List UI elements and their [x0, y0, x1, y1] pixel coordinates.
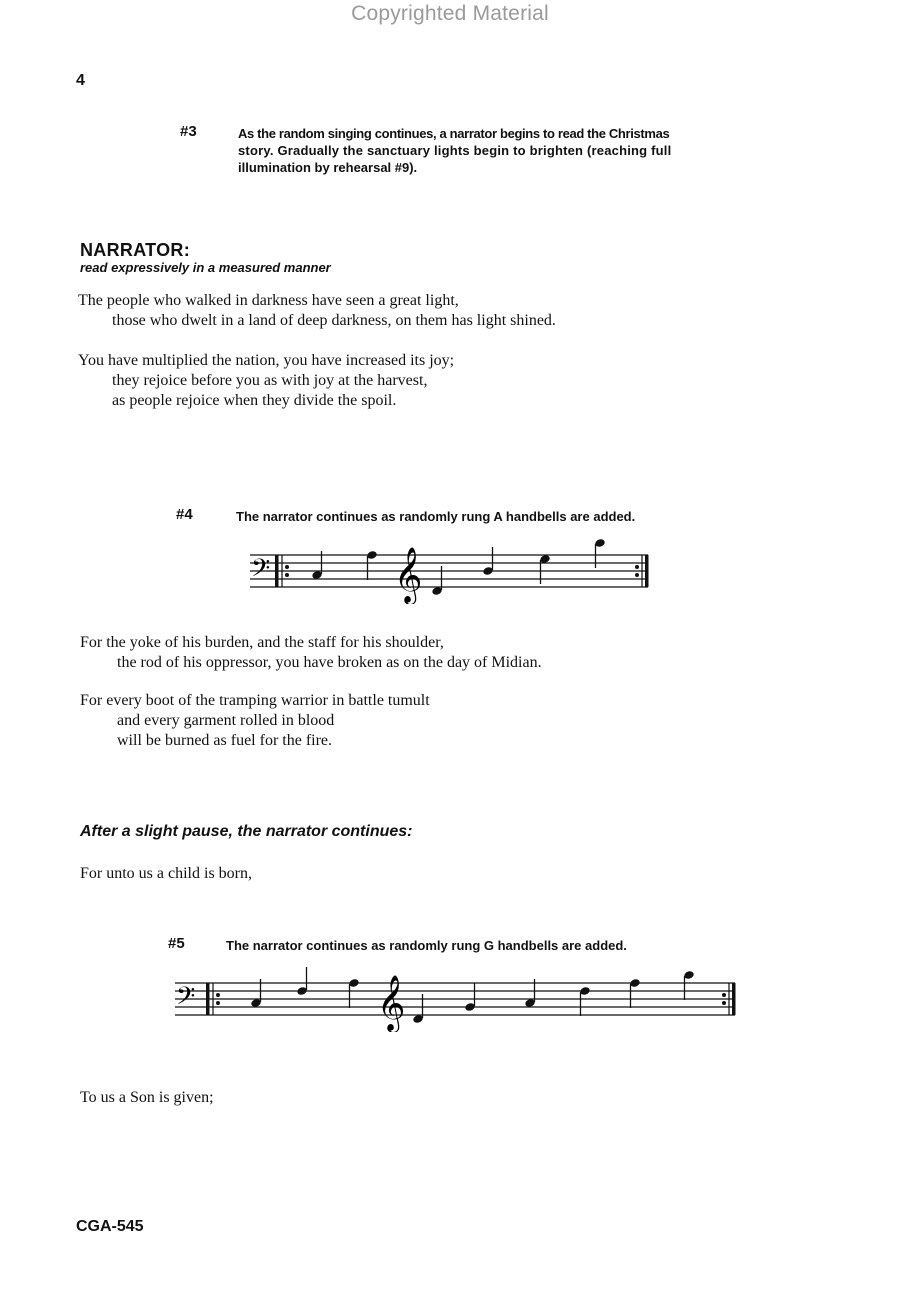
rehearsal-mark-4: #4	[176, 506, 193, 523]
stanza-line: they rejoice before you as with joy at the harvest,	[112, 372, 428, 389]
stanza-line: those who dwelt in a land of deep darkness, on them has light shined.	[112, 312, 556, 329]
note-f5	[629, 978, 640, 1008]
catalog-code: CGA-545	[76, 1218, 144, 1235]
note-g3	[348, 978, 359, 1008]
music-staff-cue-4	[248, 538, 652, 604]
stanza-line: will be burned as fuel for the fire.	[117, 732, 333, 749]
bass-clef-icon: 𝄢	[176, 982, 196, 1017]
stanza-line: The people who walked in darkness have seen a great light,	[78, 292, 459, 309]
stanza-line: You have multiplied the nation, you have increased its joy;	[78, 352, 455, 369]
cue-3-line: story. Gradually the sanctuary lights begin to brighten (reaching full	[238, 143, 672, 158]
note-g4	[464, 983, 475, 1012]
stanza-line: as people rejoice when they divide the spoil.	[112, 392, 397, 409]
scripture-stanza	[80, 1088, 214, 1108]
cue-3-line: As the random singing continues, a narrator begins to read the Christmas	[238, 126, 670, 141]
stanza-line: and every garment rolled in blood	[117, 712, 335, 729]
treble-clef-icon: 𝄞	[394, 547, 423, 603]
copyright-watermark: Copyrighted Material	[351, 2, 549, 25]
scripture-stanza	[78, 351, 454, 411]
page-number: 4	[76, 72, 85, 89]
narrator-heading: NARRATOR:	[80, 240, 191, 260]
rehearsal-mark-5: #5	[168, 935, 185, 952]
cue-3-direction	[238, 125, 716, 176]
scripture-stanza	[78, 291, 556, 331]
stanza-line: For every boot of the tramping warrior in battle tumult	[80, 692, 430, 709]
stanza-line: the rod of his oppressor, you have broken as on the day of Midian.	[117, 654, 542, 671]
note-g5	[683, 970, 694, 1000]
cue-3-line: illumination by rehearsal #9).	[238, 160, 418, 175]
cue-5-direction: The narrator continues as randomly rung G handbells are added.	[226, 938, 627, 953]
narrator-direction: read expressively in a measured manner	[80, 260, 331, 275]
cue-4-direction: The narrator continues as randomly rung A handbells are added.	[236, 509, 636, 524]
note-a4	[482, 547, 493, 576]
bass-clef-icon: 𝄢	[251, 554, 271, 589]
music-staff-cue-5	[173, 966, 739, 1032]
staff-lines	[175, 983, 735, 1015]
staff-lines	[250, 555, 648, 587]
stanza-line: For unto us a child is born,	[80, 865, 252, 882]
note-g3	[366, 550, 377, 580]
note-f3	[296, 967, 307, 996]
treble-clef-icon: 𝄞	[377, 975, 406, 1031]
pause-direction: After a slight pause, the narrator continues:	[80, 823, 413, 840]
stanza-line: For the yoke of his burden, and the staff for his shoulder,	[80, 634, 444, 651]
scripture-stanza	[80, 633, 542, 673]
note-d5	[579, 986, 590, 1016]
scripture-stanza	[80, 864, 252, 884]
stanza-line: To us a Son is given;	[80, 1089, 214, 1106]
scripture-stanza	[80, 691, 430, 751]
rehearsal-mark-3: #3	[180, 123, 197, 140]
